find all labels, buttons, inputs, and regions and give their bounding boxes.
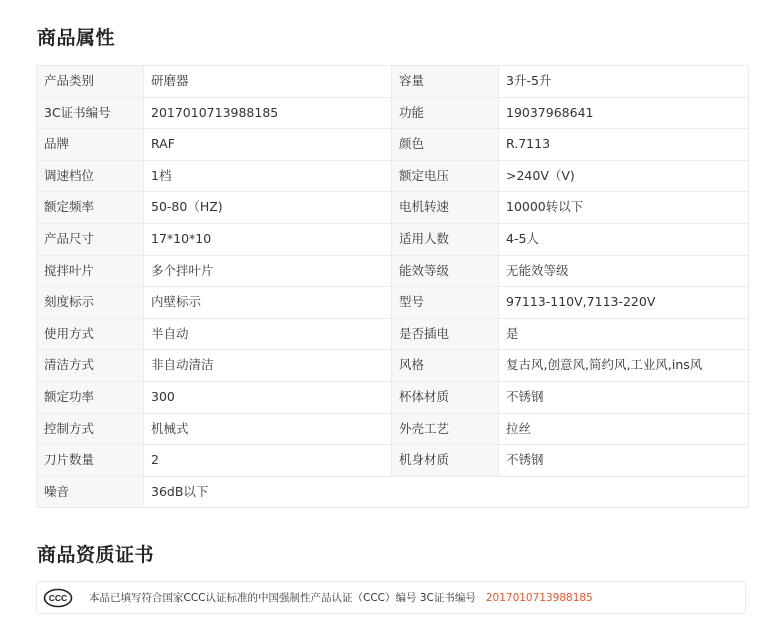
- attribute-row: [37, 287, 749, 319]
- attribute-row: [37, 66, 749, 98]
- attribute-row: [37, 476, 749, 508]
- attribute-row: [37, 192, 749, 224]
- certificate-box: [36, 581, 746, 614]
- attribute-key: 型号: [392, 287, 499, 319]
- attribute-key: 清洁方式: [37, 350, 144, 382]
- attribute-value: 研磨器: [144, 66, 392, 98]
- attribute-value: 2: [144, 445, 392, 477]
- attribute-key: 风格: [392, 350, 499, 382]
- attribute-key: 品牌: [37, 129, 144, 161]
- attribute-value: 拉丝: [499, 413, 749, 445]
- attribute-key: 机身材质: [392, 445, 499, 477]
- attribute-value: R.7113: [499, 129, 749, 161]
- attribute-value: 非自动清洁: [144, 350, 392, 382]
- attribute-value: 复古风,创意风,简约风,工业风,ins风: [499, 350, 749, 382]
- attribute-key: 噪音: [37, 476, 144, 508]
- attribute-key: 电机转速: [392, 192, 499, 224]
- attribute-key: 刻度标示: [37, 287, 144, 319]
- attribute-key: 搅拌叶片: [37, 255, 144, 287]
- attribute-row: [37, 160, 749, 192]
- attribute-key: 适用人数: [392, 223, 499, 255]
- attribute-row: [37, 223, 749, 255]
- attribute-value: 多个拌叶片: [144, 255, 392, 287]
- attributes-section-title: 商品属性: [37, 27, 116, 49]
- attribute-row: [37, 97, 749, 129]
- attribute-key: 额定电压: [392, 160, 499, 192]
- attribute-key: 容量: [392, 66, 499, 98]
- attribute-key: 额定功率: [37, 381, 144, 413]
- attribute-value: 不锈钢: [499, 381, 749, 413]
- certificate-text: 本品已填写符合国家CCC认证标准的中国强制性产品认证（CCC）编号 3C证书编号: [89, 592, 476, 604]
- attribute-key: 杯体材质: [392, 381, 499, 413]
- attribute-value: RAF: [144, 129, 392, 161]
- attribute-value: 半自动: [144, 318, 392, 350]
- attribute-key: 能效等级: [392, 255, 499, 287]
- attribute-value: 17*10*10: [144, 223, 392, 255]
- attribute-key: 调速档位: [37, 160, 144, 192]
- attribute-value: 内壁标示: [144, 287, 392, 319]
- attribute-value: 是: [499, 318, 749, 350]
- attributes-table: [36, 65, 749, 508]
- attribute-value: 50-80（HZ): [144, 192, 392, 224]
- attribute-key: 控制方式: [37, 413, 144, 445]
- attribute-key: 产品尺寸: [37, 223, 144, 255]
- attribute-row: [37, 129, 749, 161]
- ccc-logo-icon: [43, 588, 73, 608]
- attribute-key: 额定频率: [37, 192, 144, 224]
- certificate-section-title: 商品资质证书: [37, 544, 155, 566]
- attribute-key: 使用方式: [37, 318, 144, 350]
- attribute-key: 是否插电: [392, 318, 499, 350]
- attribute-key: 3C证书编号: [37, 97, 144, 129]
- attribute-value: 不锈钢: [499, 445, 749, 477]
- attribute-value: 36dB以下: [144, 476, 749, 508]
- attribute-value: 300: [144, 381, 392, 413]
- attribute-value: 4-5人: [499, 223, 749, 255]
- attribute-value: 2017010713988185: [144, 97, 392, 129]
- attribute-value: 1档: [144, 160, 392, 192]
- attribute-value: >240V（V): [499, 160, 749, 192]
- attribute-key: 功能: [392, 97, 499, 129]
- attribute-key: 产品类别: [37, 66, 144, 98]
- attribute-row: [37, 255, 749, 287]
- attributes-table-body: [37, 66, 749, 508]
- attribute-key: 颜色: [392, 129, 499, 161]
- attribute-key: 外壳工艺: [392, 413, 499, 445]
- attribute-key: 刀片数量: [37, 445, 144, 477]
- certificate-number: 2017010713988185: [485, 591, 593, 604]
- attribute-row: [37, 413, 749, 445]
- attribute-row: [37, 381, 749, 413]
- attribute-value: 10000转以下: [499, 192, 749, 224]
- attribute-value: 机械式: [144, 413, 392, 445]
- attribute-value: 97113-110V,7113-220V: [499, 287, 749, 319]
- ccc-logo-text: CCC: [48, 592, 68, 603]
- attribute-row: [37, 350, 749, 382]
- attribute-value: 19037968641: [499, 97, 749, 129]
- attribute-row: [37, 445, 749, 477]
- attribute-value: 无能效等级: [499, 255, 749, 287]
- attribute-row: [37, 318, 749, 350]
- attribute-value: 3升-5升: [499, 66, 749, 98]
